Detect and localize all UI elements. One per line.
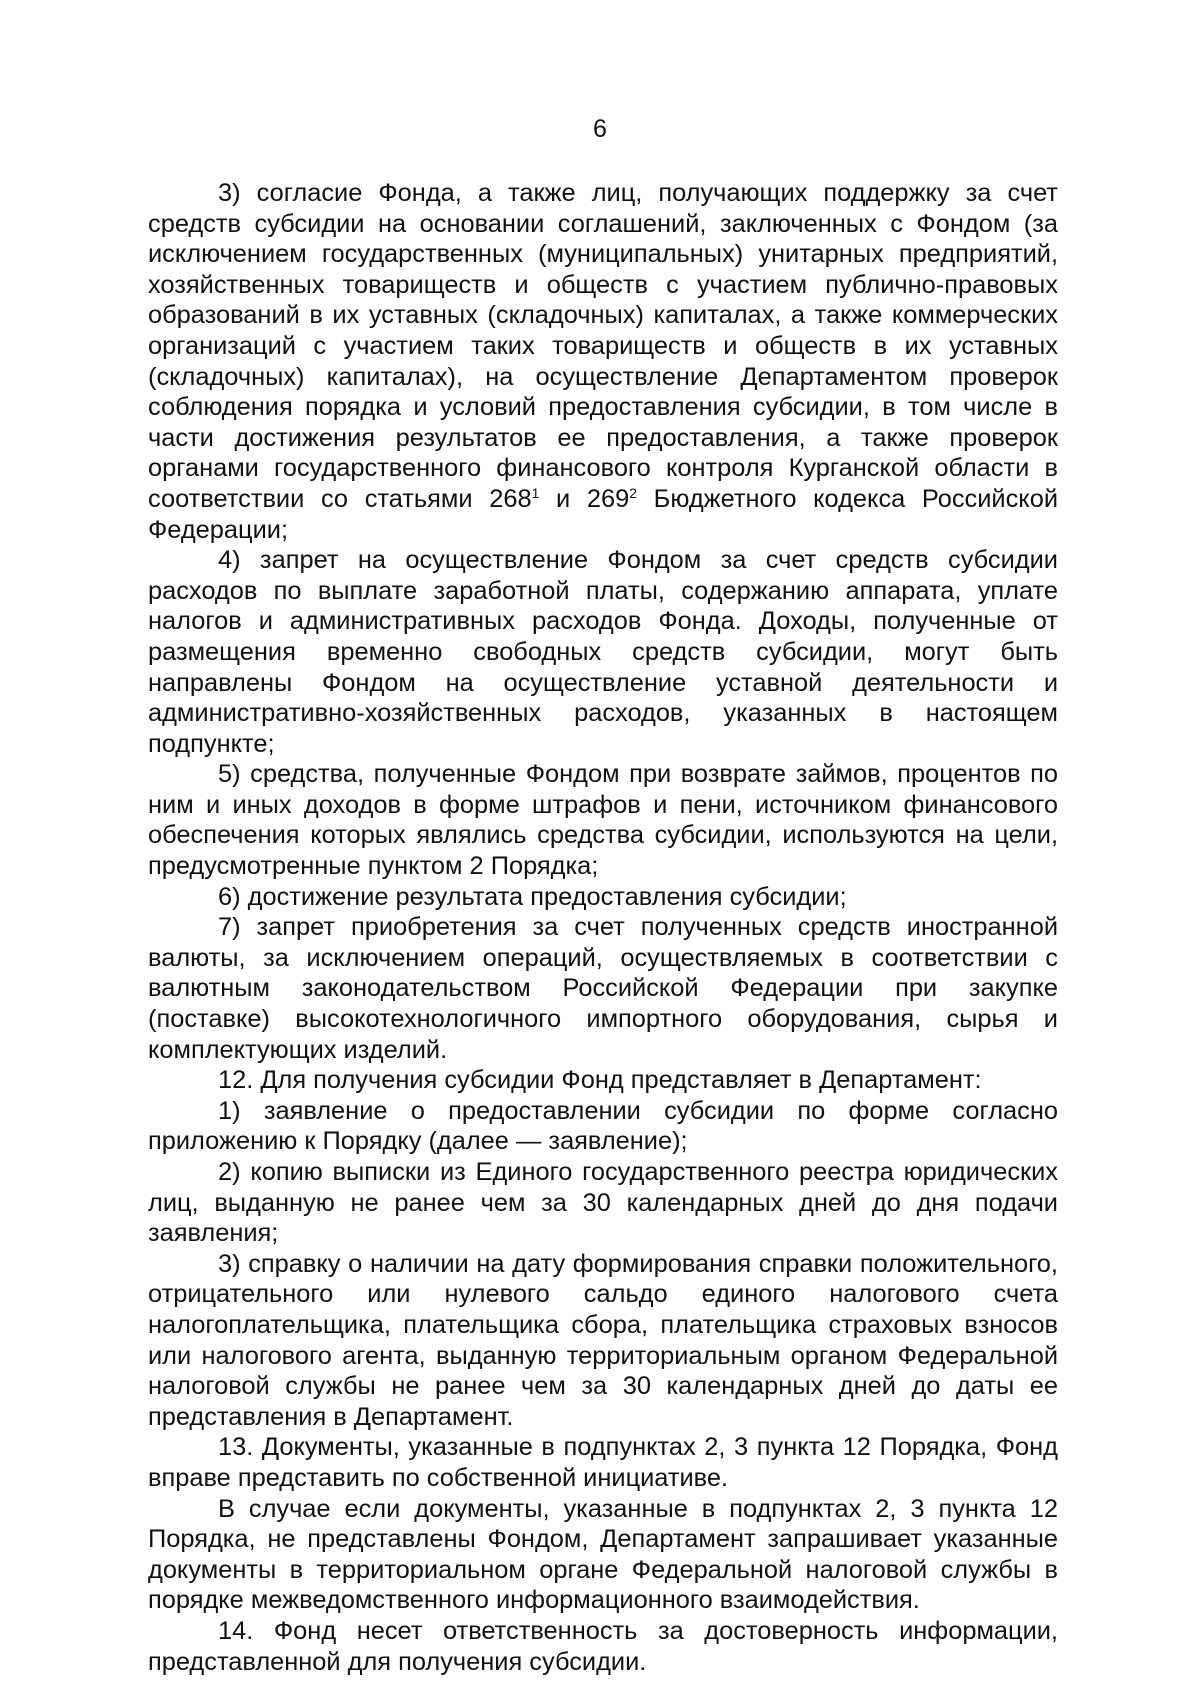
paragraph-tax-certificate: 3) справку о наличии на дату формирования справки положительного, отрицательного или нулевого сальдо единого налогового счета налогоплательщика, плательщика сбора, плательщика страховых взносов или налогового агента, выданную территориальным органом Федеральной налоговой службы не ранее чем за 30 календарных дней до даты ее представления в Департамент. [148,1249,1058,1431]
paragraph-result: 6) достижение результата предоставления субсидии; [218,882,847,911]
paragraph-consent-inspections [148,178,1058,545]
paragraph-item-13: 13. Документы, указанные в подпунктах 2, 3 пункта 12 Порядка, Фонд вправе представить по собственной инициативе. [148,1433,1058,1492]
superscript-2: 2 [629,484,638,501]
paragraph-currency-ban: 7) запрет приобретения за счет полученных средств иностранной валюты, за исключением операций, осуществляемых в соответствии с валютным законодательством Российской Федерации при закупке (поставке) высокотехнологичного импортного оборудования, сырья и комплектующих изделий. [148,913,1058,1064]
document-body [148,178,1058,1677]
superscript-1: 1 [531,484,540,501]
paragraph-interagency-request: В случае если документы, указанные в подпунктах 2, 3 пункта 12 Порядка, не представлены Фондом, Департамент запрашивает указанные документы в территориальном органе Федеральной налоговой службы в порядке межведомственного информационного взаимодействия. [148,1494,1058,1615]
paragraph-text: и 269 [539,484,630,513]
paragraph-text: Бюджетного кодекса Российской Федерации; [148,484,1059,544]
paragraph-expense-ban: 4) запрет на осуществление Фондом за счет средств субсидии расходов по выплате заработной платы, содержанию аппарата, уплате налогов и административных расходов Фонда. Доходы, полученные от размещения временно свободных средств субсидии, могут быть направлены Фондом на осуществление уставной деятельности и административно-хозяйственных расходов, указанных в настоящем подпункте; [148,546,1058,758]
paragraph-item-14: 14. Фонд несет ответственность за достоверность информации, представленной для получения субсидии. [148,1616,1058,1676]
paragraph-application: 1) заявление о предоставлении субсидии по форме согласно приложению к Порядку (далее — заявление); [148,1096,1058,1156]
paragraph-text: 3) согласие Фонда, а также лиц, получающих поддержку за счет средств субсидии на основании соглашений, заключенных с Фондом (за исключением государственных (муниципальных) унитарных предприятий, хозяйственных товариществ и обществ с участием публично-правовых образований в их уставных (складочных) капиталах, а также коммерческих организаций с участием таких товариществ и обществ в их уставных (складочных) капиталах), на осуществление Департаментом проверок соблюдения порядка и условий предоставления субсидии, в том числе в части достижения результатов ее предоставления, а также проверок органами государственного финансового контроля Курганской области в соответствии со статьями 268 [148,179,1058,513]
page-number: 6 [593,115,607,143]
paragraph-item-12: 12. Для получения субсидии Фонд представляет в Департамент: [218,1066,982,1095]
paragraph-registry-extract: 2) копию выписки из Единого государственного реестра юридических лиц, выданную не ранее чем за 30 календарных дней до дня подачи заявления; [148,1158,1058,1248]
paragraph-loan-returns: 5) средства, полученные Фондом при возврате займов, процентов по ним и иных доходов в форме штрафов и пени, источником финансового обеспечения которых являлись средства субсидии, используются на цели, предусмотренные пунктом 2 Порядка; [148,760,1058,881]
